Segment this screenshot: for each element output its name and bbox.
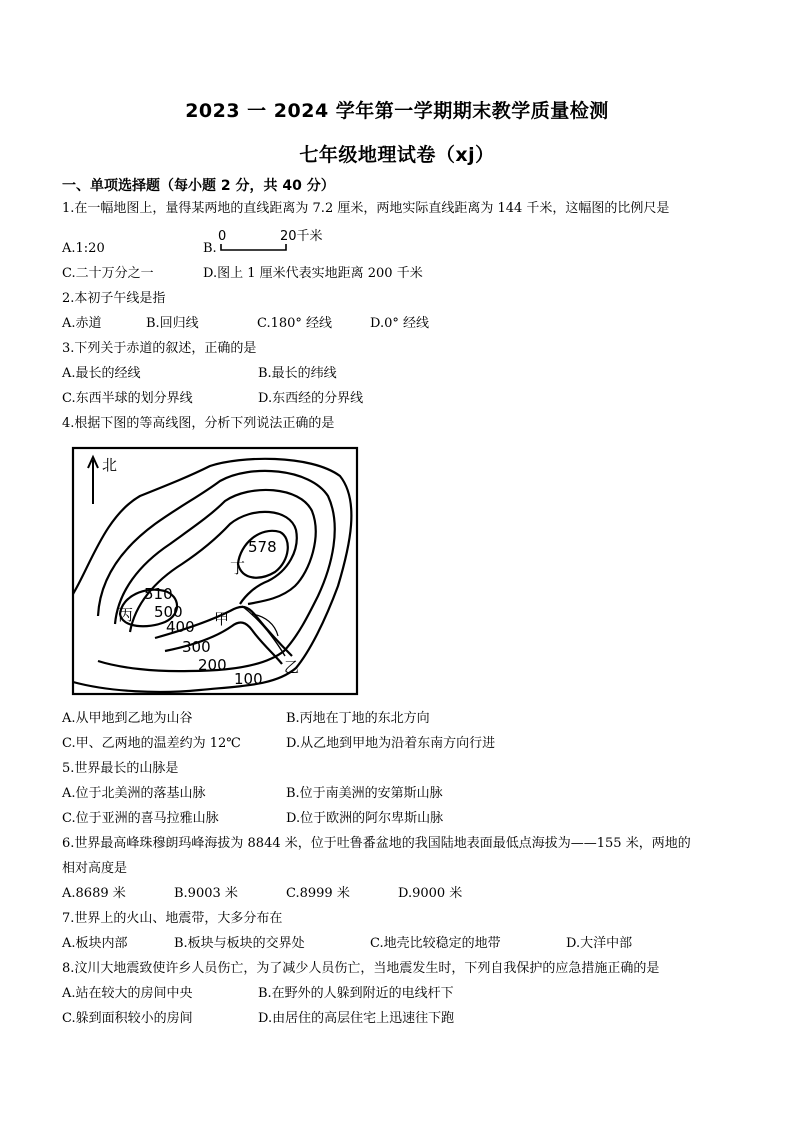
question-2-option-d[interactable]: D.0° 经线 — [370, 316, 429, 331]
question-1-option-d[interactable]: D.图上 1 厘米代表实地距离 200 千米 — [203, 266, 423, 281]
question-2-option-c[interactable]: C.180° 经线 — [257, 316, 333, 331]
label-510: 510 — [144, 585, 173, 603]
label-100: 100 — [234, 670, 263, 688]
label-ding: 丁 — [230, 559, 246, 577]
question-6-option-a[interactable]: A.8689 米 — [62, 886, 126, 901]
label-bing: 丙 — [118, 606, 134, 624]
scale-bar — [218, 226, 358, 254]
question-4-option-a[interactable]: A.从甲地到乙地为山谷 — [62, 711, 193, 726]
question-5-option-b[interactable]: B.位于南美洲的安第斯山脉 — [286, 786, 443, 801]
question-8-option-d[interactable]: D.由居住的高层住宅上迅速往下跑 — [258, 1011, 455, 1026]
label-300: 300 — [182, 638, 211, 656]
question-4-option-c[interactable]: C.甲、乙两地的温差约为 12℃ — [62, 736, 241, 751]
question-3-option-c[interactable]: C.东西半球的划分界线 — [62, 391, 193, 406]
question-7-stem: 7.世界上的火山、地震带，大多分布在 — [62, 911, 283, 926]
question-7-option-d[interactable]: D.大洋中部 — [566, 936, 633, 951]
question-1-option-b[interactable]: B. — [203, 241, 217, 256]
question-3-option-d[interactable]: D.东西经的分界线 — [258, 391, 364, 406]
question-8-option-b[interactable]: B.在野外的人躲到附近的电线杆下 — [258, 986, 454, 1001]
question-4-option-b[interactable]: B.丙地在丁地的东北方向 — [286, 711, 430, 726]
label-400: 400 — [166, 618, 195, 636]
question-7-option-c[interactable]: C.地壳比较稳定的地带 — [370, 936, 501, 951]
scale-zero-label: 0 — [218, 229, 227, 244]
question-5-option-d[interactable]: D.位于欧洲的阿尔卑斯山脉 — [286, 811, 444, 826]
question-2-option-b[interactable]: B.回归线 — [146, 316, 199, 331]
label-578: 578 — [248, 538, 277, 556]
question-5-option-c[interactable]: C.位于亚洲的喜马拉雅山脉 — [62, 811, 219, 826]
question-3-stem: 3.下列关于赤道的叙述，正确的是 — [62, 341, 257, 356]
question-6-stem: 6.世界最高峰珠穆朗玛峰海拔为 8844 米，位于吐鲁番盆地的我国陆地表面最低点海拔为——155 米，两地的 — [62, 836, 691, 851]
label-500: 500 — [154, 603, 183, 621]
question-3-option-b[interactable]: B.最长的纬线 — [258, 366, 337, 381]
question-6-stem-cont: 相对高度是 — [62, 861, 128, 876]
contour-map — [70, 446, 360, 698]
label-200: 200 — [198, 656, 227, 674]
exam-subtitle: 七年级地理试卷（xj） — [299, 144, 495, 166]
label-yi: 乙 — [284, 658, 300, 676]
scale-end-label: 20千米 — [280, 229, 323, 244]
question-6-option-c[interactable]: C.8999 米 — [286, 886, 350, 901]
label-jia: 甲 — [214, 610, 230, 628]
question-5-option-a[interactable]: A.位于北美洲的落基山脉 — [62, 786, 206, 801]
question-3-option-a[interactable]: A.最长的经线 — [62, 366, 141, 381]
question-1-option-a[interactable]: A.1:20 — [62, 241, 105, 256]
question-6-option-d[interactable]: D.9000 米 — [398, 886, 463, 901]
question-8-option-a[interactable]: A.站在较大的房间中央 — [62, 986, 193, 1001]
section-heading: 一、单项选择题（每小题 2 分，共 40 分） — [62, 178, 335, 194]
exam-title: 2023 一 2024 学年第一学期期末教学质量检测 — [185, 100, 609, 122]
question-2-option-a[interactable]: A.赤道 — [62, 316, 102, 331]
question-4-stem: 4.根据下图的等高线图，分析下列说法正确的是 — [62, 416, 335, 431]
question-1-option-c[interactable]: C.二十万分之一 — [62, 266, 154, 281]
question-7-option-b[interactable]: B.板块与板块的交界处 — [174, 936, 305, 951]
question-6-option-b[interactable]: B.9003 米 — [174, 886, 238, 901]
question-5-stem: 5.世界最长的山脉是 — [62, 761, 179, 776]
question-8-stem: 8.汶川大地震致使许乡人员伤亡，为了减少人员伤亡，当地震发生时，下列自我保护的应急措施正确的是 — [62, 961, 660, 976]
question-7-option-a[interactable]: A.板块内部 — [62, 936, 128, 951]
north-label: 北 — [102, 456, 118, 474]
question-8-option-c[interactable]: C.躲到面积较小的房间 — [62, 1011, 193, 1026]
question-2-stem: 2.本初子午线是指 — [62, 291, 166, 306]
question-1-stem: 1.在一幅地图上，量得某两地的直线距离为 7.2 厘米，两地实际直线距离为 144 千米，这幅图的比例尺是 — [62, 201, 670, 216]
question-4-option-d[interactable]: D.从乙地到甲地为沿着东南方向行进 — [286, 736, 496, 751]
